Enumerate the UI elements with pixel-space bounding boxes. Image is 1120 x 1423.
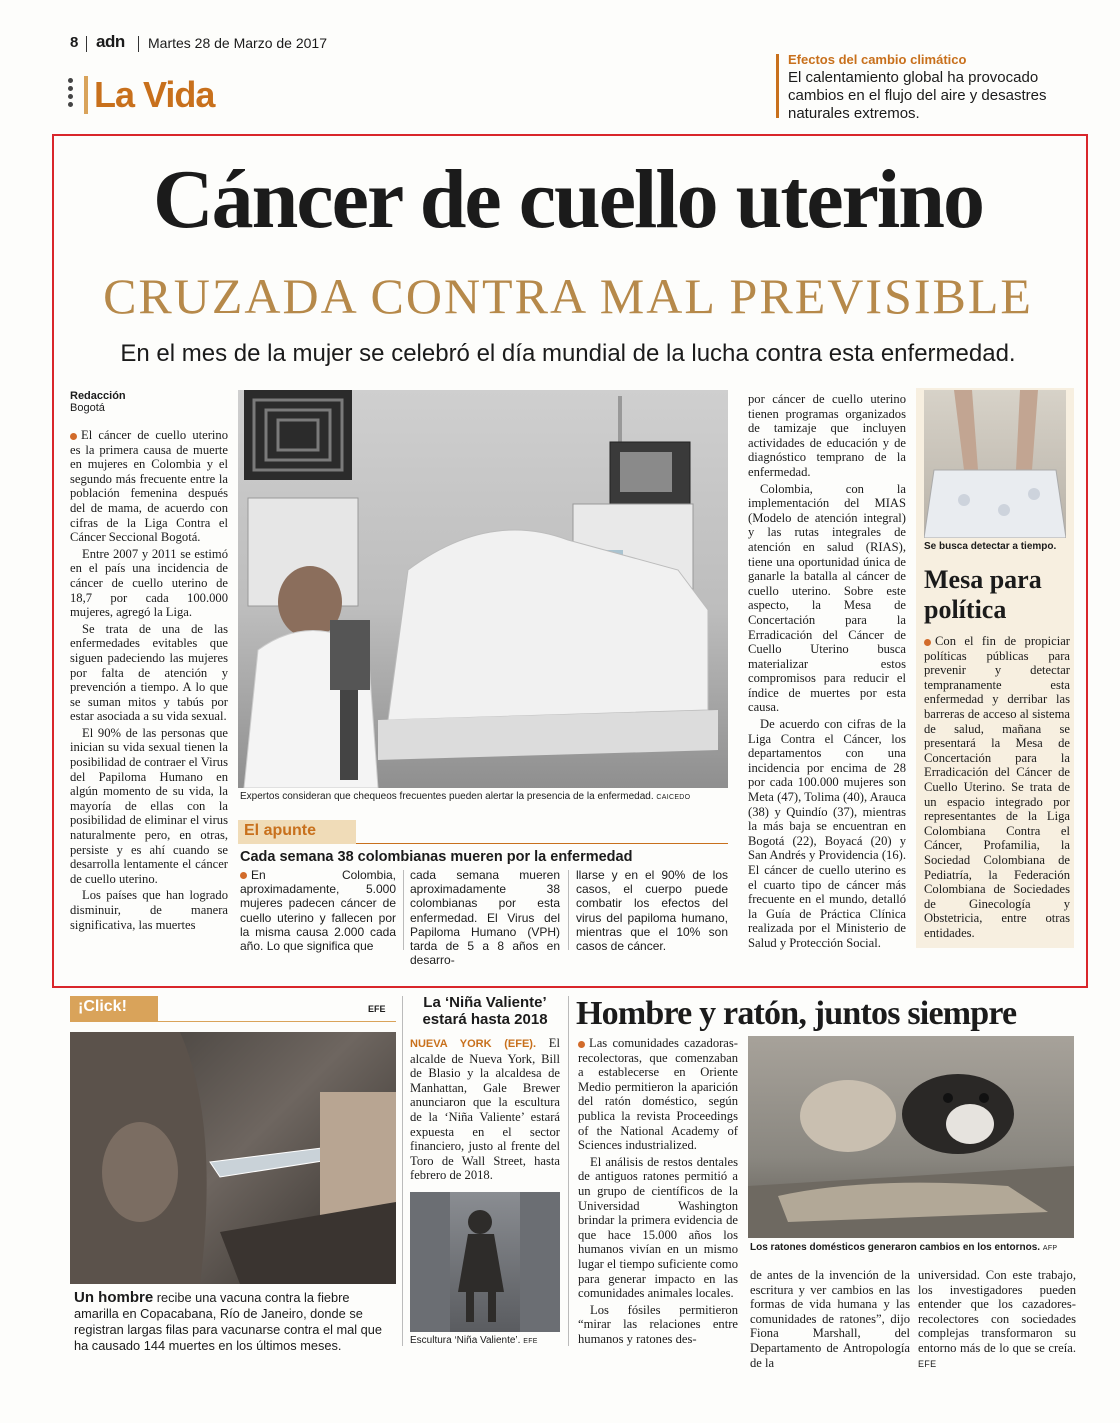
bullet-icon (578, 1041, 585, 1048)
mice-caption: Los ratones domésticos generaron cambios en los entornos. (750, 1242, 1041, 1253)
nina-paragraph: NUEVA YORK (EFE). El alcalde de Nueva York, Bill de Blasio y la alcaldesa de Manhattan, Gale Brewer anunciaron que la escultura de la ‘Niña Valiente’ estará expuesta en el sector financiero, justo al frente del Toro de Wall Street, hasta febrero de 2018. (410, 1036, 560, 1183)
apunte-col-1: En Colombia, aproximadamente, 5.000 mujeres padecen cáncer de cuello uterino y fallecen por la misma causa 2.000 cada año. Lo que significa que (240, 868, 396, 954)
side-title: Mesa para política (924, 565, 1042, 624)
main-column-1 (70, 428, 228, 934)
click-credit: EFE (368, 1004, 386, 1014)
vaccine-photo (70, 1032, 396, 1284)
mice-credit: AFP (1042, 1245, 1058, 1252)
vaccine-illustration (70, 1032, 396, 1284)
col1-paragraph: El 90% de las personas que inician su vida sexual tienen la posibilidad de contraer el Virus del Papiloma Humano en algún momento de su vida, la mayoría de ellas con la posibilidad de eliminar el virus naturalmente pero, en otras, persiste y es ahí cuando se desarrolla lentamente el cáncer de cuello uterino. (70, 725, 228, 886)
section-title: La Vida (94, 74, 215, 115)
apunte-label: El apunte (244, 822, 317, 839)
raton-column-3 (918, 1268, 1076, 1373)
page-number: 8 (70, 34, 79, 51)
col1-paragraph: Entre 2007 y 2011 se estimó en el país una incidencia de cáncer de cuello uterino de 18,7 por cada 100.000 mujeres, agregó la Liga. (70, 546, 228, 620)
bullet-icon (70, 433, 77, 440)
photo-caption: Expertos consideran que chequeos frecuentes pueden alertar la presencia de la enfermedad. (240, 791, 654, 802)
raton-paragraph: universidad. Con este trabajo, los investigadores pueden entender que los cazadores-recolectores con sociedades complejas transformaron su entorno más de lo que se creía. EFE (918, 1268, 1076, 1369)
apunte-col-2: cada semana mueren aproximadamente 38 colombianas por esta enfermedad. El Virus del Papiloma Humano (VPH) tarda de 5 a 8 años en desarro- (410, 868, 560, 968)
section-label-area (68, 76, 288, 118)
click-caption (74, 1290, 394, 1354)
nina-title: La ‘Niña Valiente’ estará hasta 2018 (422, 994, 548, 1028)
nina-text-block (410, 1036, 560, 1185)
side-photo-caption: Se busca detectar a tiempo. (924, 541, 1057, 552)
click-rule (158, 1021, 396, 1022)
raton-paragraph: El análisis de restos dentales de antiguos ratones permitió a un grupo de científicos de la Universidad Washington brindar la primera evidencia de que hace 15.000 años los humanos vivían en un mismo lugar el tiempo suficiente como para generar impacto en las comunidades animales locales. (578, 1154, 738, 1301)
teaser-text: El calentamiento global ha provocado cambios en el flujo del aire y desastres naturales extremos. (788, 69, 1047, 122)
bottom-divider-2 (568, 996, 569, 1346)
col1-paragraph: El cáncer de cuello uterino es la primera causa de muerte en mujeres en Colombia y el segundo más frecuente entre la población femenina después del de mama, de acuerdo con cifras de la Liga Contra el Cáncer Seccional Bogotá. (70, 428, 228, 545)
patient-photo (924, 390, 1066, 538)
header-divider (86, 36, 87, 52)
raton-column-1 (578, 1036, 738, 1348)
click-caption-lead: Un hombre (74, 1289, 154, 1306)
byline: Redacción (70, 390, 126, 402)
main-headline: Cáncer de cuello uterino (153, 153, 983, 246)
adn-logo: adn (96, 32, 125, 51)
nina-credit: EFE (523, 1338, 538, 1345)
statue-photo (410, 1192, 560, 1332)
nina-dateline: NUEVA YORK (EFE). (410, 1038, 537, 1050)
side-paragraph: Con el fin de propiciar políticas públicas para prevenir y detectar tempranamente esta enfermedad y derribar las barreras de acceso al sistema de salud, mañana se presentará la Mesa de Concertación para la Erradicación del Cáncer de Cuello Uterino. Se trata de un espacio integrado por representantes de la Liga Colombiana Contra el Cáncer, Profamilia, la Sociedad Colombiana de Pediatría, la Federación Colombiana de Sociedades de Ginecología y Obstetricia, entre otras entidades. (924, 634, 1070, 940)
col3-paragraph: Colombia, con la implementación del MIAS (Modelo de atención integral) y las rutas integrales de atención en salud (RIAS), tiene una oportunidad única de ganarle la batalla al cáncer de cuello uterino. Sobre este aspecto, la Mesa de Concertación para la Erradicación del Cáncer de Cuello Uterino busca materializar estos compromisos para reducir el índice de muertes por esta causa. (748, 481, 906, 715)
click-label: ¡Click! (78, 998, 127, 1015)
raton-paragraph: de antes de la invención de la escritura y ver cambios en las formas de vida humana y las comunidades de ratones”, dijo Fiona Marshall, del Departamento de Antropología de la (750, 1268, 910, 1370)
nina-caption-line (410, 1335, 560, 1348)
col3-paragraph: por cáncer de cuello uterino tienen programas organizados de tamizaje que incluyen actividades de educación y de diagnóstico temprano de la enfermedad. (748, 392, 906, 479)
bullet-icon (240, 872, 247, 879)
climate-teaser[interactable] (776, 52, 1076, 124)
apunte-divider (403, 870, 404, 950)
mice-illustration (748, 1036, 1074, 1238)
mice-caption-line (750, 1242, 1076, 1255)
page-header (70, 34, 490, 56)
raton-paragraph: Los fósiles permitieron “mirar las relaciones entre humanos y ratones des- (578, 1302, 738, 1346)
byline-block (70, 390, 230, 414)
section-bar (84, 76, 88, 114)
exam-room-illustration (238, 390, 728, 788)
raton-headline: Hombre y ratón, juntos siempre (576, 995, 1017, 1032)
raton-paragraph: Las comunidades cazadoras-recolectoras, que comenzaban a establecerse en Oriente Medio permitieron la aparición del ratón doméstico, según publica la revista Proceedings of the National Academy of Sciences industrialized. (578, 1036, 738, 1153)
photo-credit: CAICEDO (656, 794, 691, 801)
exam-room-photo (238, 390, 728, 788)
header-divider-2 (138, 36, 139, 52)
main-kicker: CRUZADA CONTRA MAL PREVISIBLE (103, 268, 1033, 324)
byline-city: Bogotá (70, 402, 105, 414)
bottom-divider-1 (402, 996, 403, 1346)
apunte-rule (356, 843, 728, 844)
photo-caption-line (240, 791, 730, 804)
click-caption-text: recibe una vacuna contra la fiebre amarilla en Copacabana, Río de Janeiro, donde se registran largas filas para vacunarse contra el mal que ha causado 144 muertes en los últimos meses. (74, 1290, 382, 1353)
patient-illustration (924, 390, 1066, 538)
mice-photo (748, 1036, 1074, 1238)
raton-credit: EFE (918, 1358, 937, 1369)
main-deck: En el mes de la mujer se celebró el día mundial de la lucha contra esta enfermedad. (120, 340, 1016, 367)
apunte-col-3: llarse y en el 90% de los casos, el cuerpo puede combatir los efectos del virus del papiloma humano, mientras que el 10% son casos de cáncer. (576, 868, 728, 954)
nina-caption: Escultura ‘Niña Valiente’. (410, 1335, 521, 1346)
apunte-label-box (238, 820, 356, 844)
statue-illustration (410, 1192, 560, 1332)
teaser-bar (776, 54, 779, 118)
col3-paragraph: De acuerdo con cifras de la Liga Contra el Cáncer, los departamentos con una incidencia por encima de 28 por cada 100.000 mujeres son Meta (47), Tolima (40), Arauca (38) y Quindío (37), mientras la más baja se encuentran en Bogotá (22), Boyacá (20) y San Andrés y Providencia (16). El cáncer de cuello uterino es el cuarto tipo de cáncer más frecuente en el mundo, detalló la Guía de Práctica Clínica realizada por el Ministerio de Salud y Protección Social. (748, 717, 906, 950)
main-column-3 (748, 392, 906, 953)
apunte-title: Cada semana 38 colombianas mueren por la enfermedad (240, 849, 633, 865)
side-text-block (924, 634, 1070, 942)
apunte-divider (568, 870, 569, 950)
page-date: Martes 28 de Marzo de 2017 (148, 35, 327, 51)
col1-paragraph: Los países que han logrado disminuir, de manera significativa, las muertes (70, 888, 228, 932)
teaser-title: Efectos del cambio climático (788, 52, 967, 67)
bullet-icon (924, 639, 931, 646)
section-dots (68, 78, 74, 107)
raton-column-2 (750, 1268, 910, 1372)
click-label-box (70, 996, 158, 1022)
col1-paragraph: Se trata de una de las enfermedades evitables que siguen padeciendo las mujeres por falta de atención y prevención a tiempo. A lo que se suman mitos y tabús por estar asociada a su vida sexual. (70, 621, 228, 724)
